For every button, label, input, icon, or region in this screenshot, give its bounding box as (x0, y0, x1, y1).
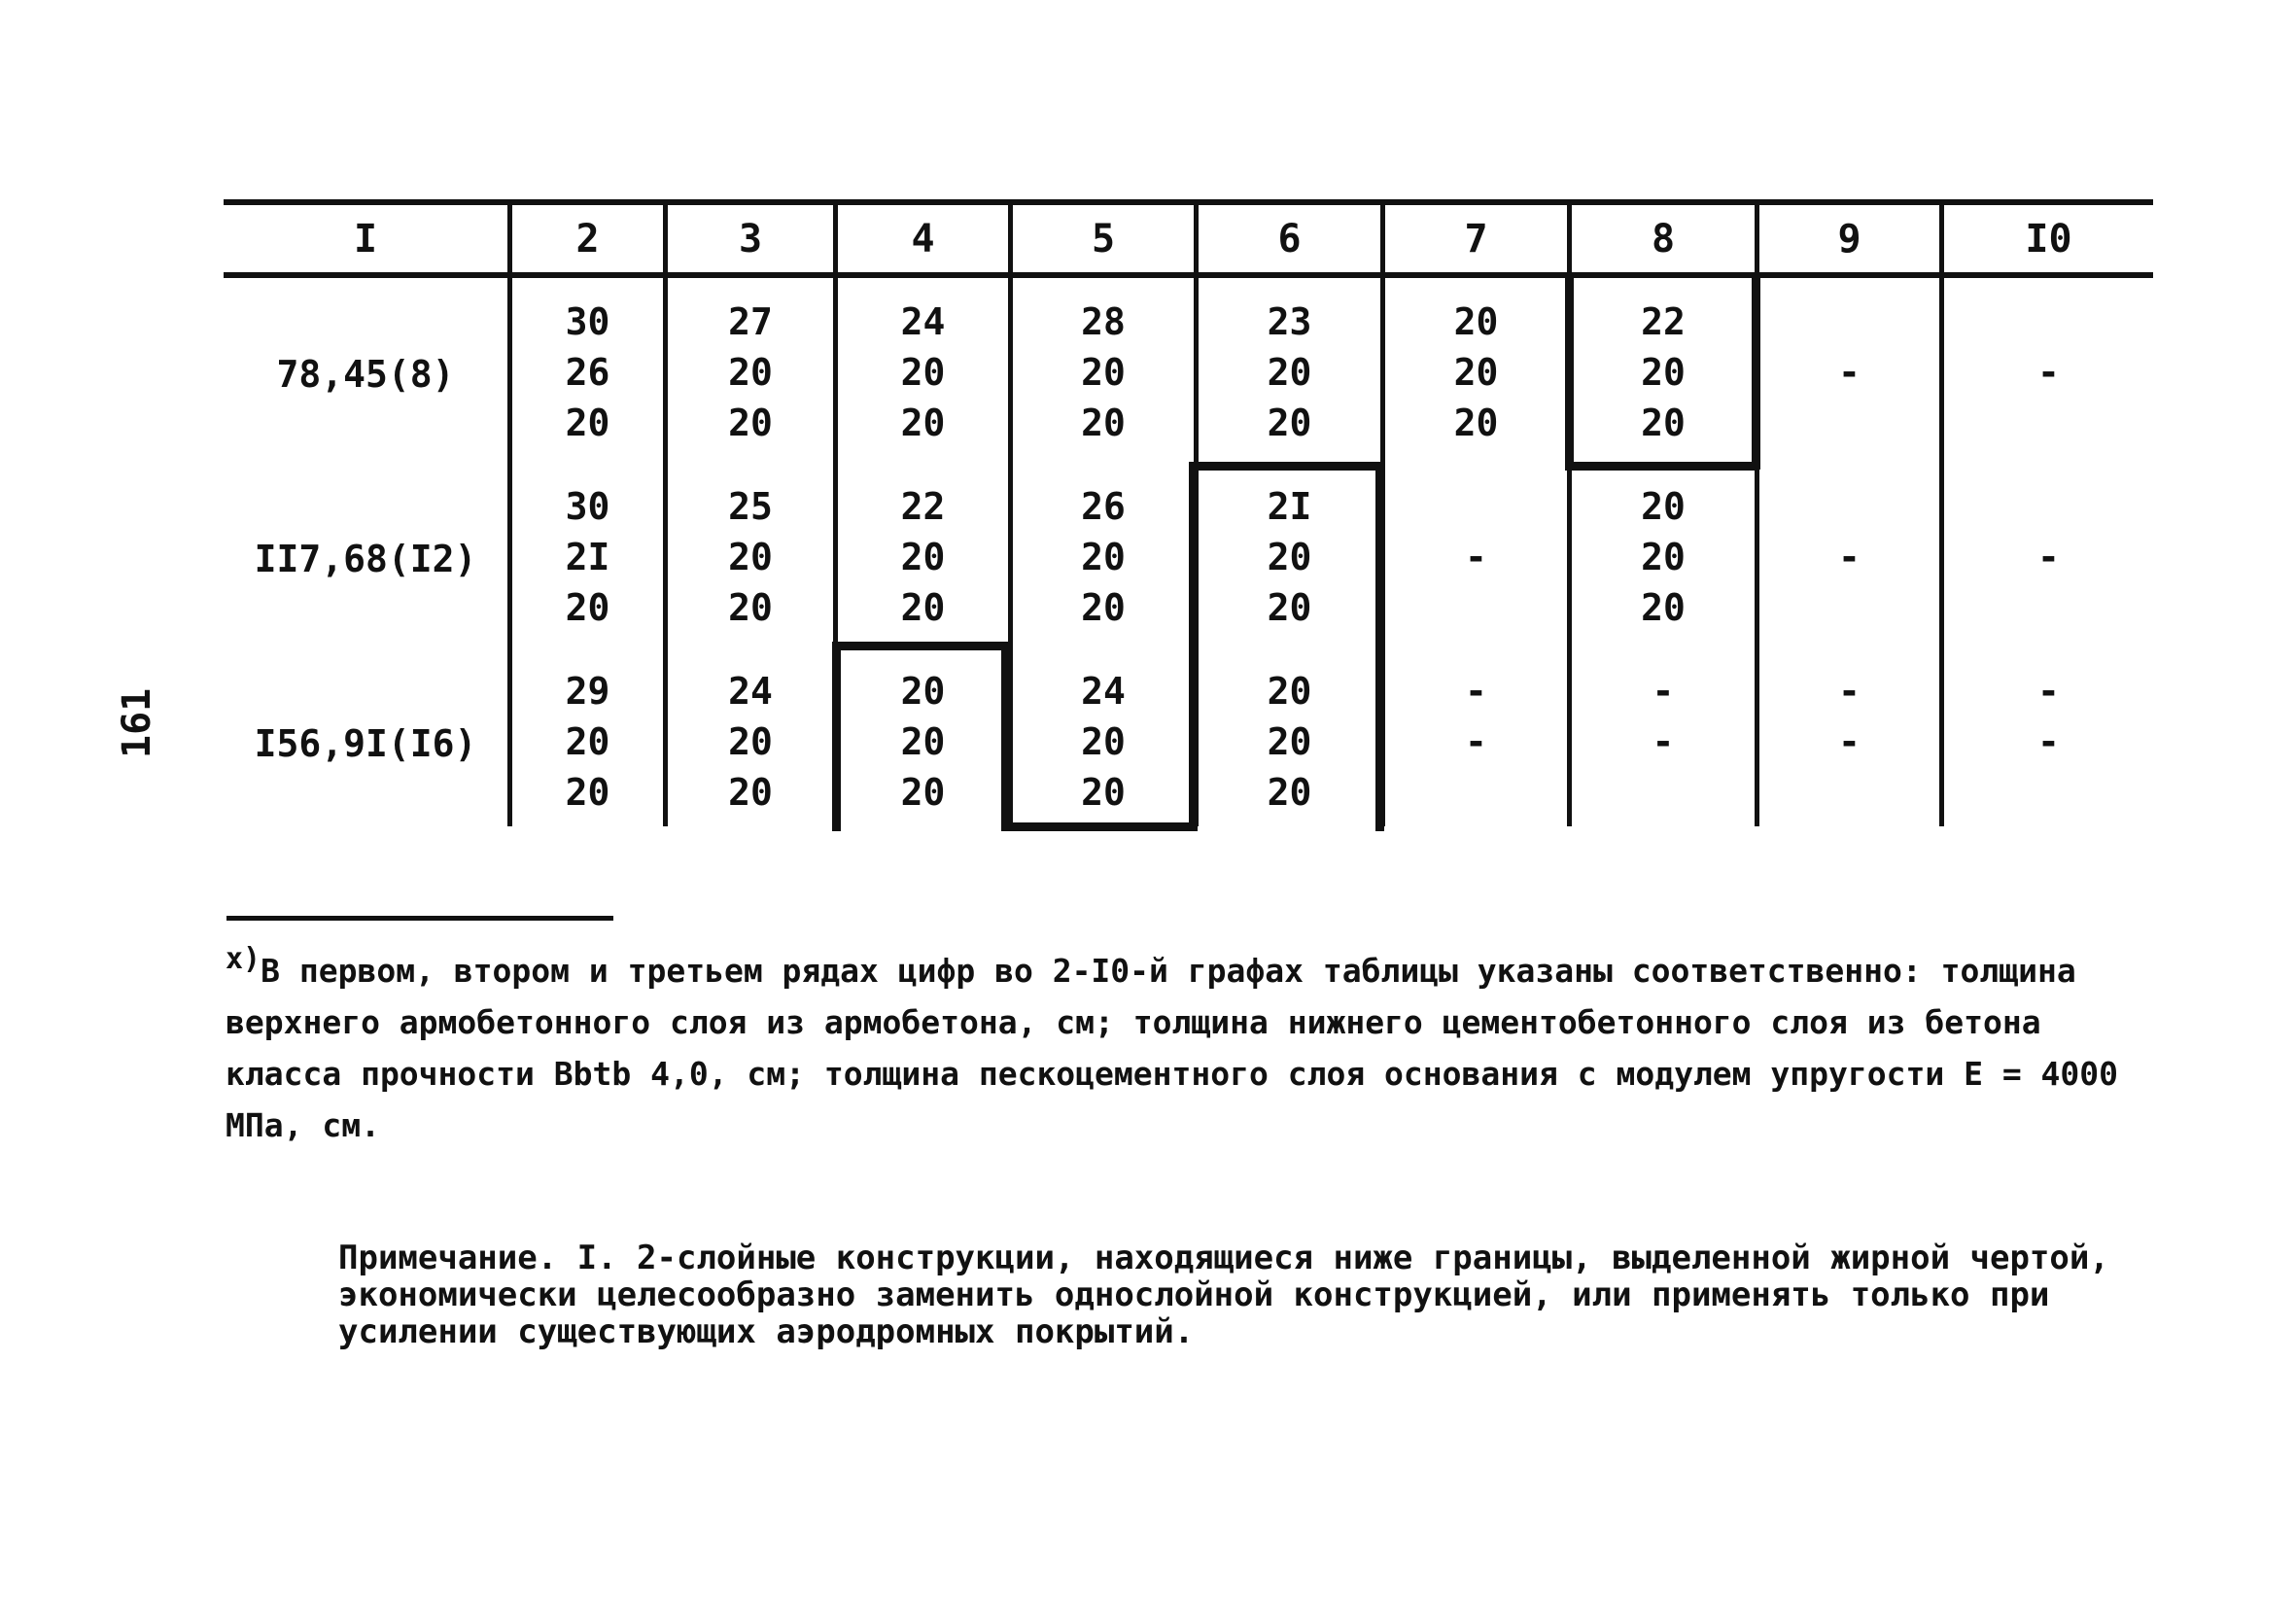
table-cell: - (2037, 536, 2060, 578)
table-cell: 23 20 20 (1267, 300, 1312, 444)
note: Примечание. I. 2-слойные конструкции, находящиеся ниже границы, выделенной жирной чертой, экономически целесообразно заменить однослойной конструкцией, или применять только при усилении существующих аэродромных покрытий. (338, 1239, 2109, 1351)
header-col-8: 8 (1651, 217, 1676, 262)
header-col-3: 3 (738, 217, 763, 262)
table-cell: 25 20 20 (728, 485, 773, 629)
table-cell: 28 20 20 (1081, 300, 1126, 444)
table-cell: 22 20 20 (900, 485, 946, 629)
table-cell: - (1838, 351, 1861, 394)
header-col-9: 9 (1837, 217, 1861, 262)
table-cell: - - (1465, 670, 1487, 763)
table-cell: - (1838, 536, 1861, 578)
header-col-2: 2 (575, 217, 600, 262)
page-number: 161 (115, 687, 159, 758)
row-label: 78,45(8) (276, 353, 455, 396)
thick-boundary-line (1565, 275, 1574, 470)
header-col-10: I0 (2025, 217, 2072, 262)
thick-boundary-line (1189, 462, 1198, 831)
table-cell: 20 20 20 (1641, 485, 1686, 629)
thick-boundary-line (1565, 462, 1759, 471)
header-col-5: 5 (1091, 217, 1116, 262)
table-cell: 24 20 20 (900, 300, 946, 444)
thick-boundary-line (832, 642, 841, 831)
thick-boundary-line (1752, 275, 1760, 470)
table-top-rule (224, 199, 2153, 205)
thick-boundary-line (1001, 822, 1196, 831)
table-cell: 26 20 20 (1081, 485, 1126, 629)
table-cell: 2I 20 20 (1267, 485, 1312, 629)
thick-boundary-line (833, 642, 1013, 650)
table-cell: 24 20 20 (1081, 670, 1126, 814)
table-cell: 27 20 20 (728, 300, 773, 444)
thick-boundary-line (1375, 462, 1384, 831)
footnote (226, 933, 2160, 1151)
results-table (224, 199, 2153, 831)
table-header-rule (224, 272, 2153, 278)
row-label: I56,9I(I6) (254, 722, 477, 765)
footnote-text: В первом, втором и третьем рядах цифр во 2-I0-й графах таблицы указаны соответственно: толщина верхнего армобетонного слоя из армобетона, см; толщина нижнего цементобетонного слоя из бетона класса прочности Bbtb 4,0, см; толщина пескоцементного слоя основания с модулем упругости E = 4000 МПа, см. (226, 952, 2119, 1144)
table-cell: 30 26 20 (565, 300, 610, 444)
table-cell: 29 20 20 (565, 670, 610, 814)
footnote-rule (226, 916, 613, 921)
footnote-marker: x) (226, 942, 261, 976)
row-label: II7,68(I2) (254, 538, 477, 580)
thick-boundary-line (1001, 642, 1010, 831)
table-cell: 22 20 20 (1641, 300, 1686, 444)
table-cell: - - (1838, 670, 1861, 763)
thick-boundary-line (1189, 462, 1380, 471)
table-cell: 20 20 20 (900, 670, 946, 814)
table-cell: 20 20 20 (1453, 300, 1499, 444)
table-cell: 20 20 20 (1267, 670, 1312, 814)
table-cell: - (1465, 536, 1487, 578)
header-col-7: 7 (1464, 217, 1488, 262)
header-col-1: I (353, 217, 378, 262)
table-cell: 30 2I 20 (565, 485, 610, 629)
table-cell: - - (1652, 670, 1675, 763)
table-cell: - (2037, 351, 2060, 394)
header-col-6: 6 (1277, 217, 1302, 262)
table-cell: - - (2037, 670, 2060, 763)
table-cell: 24 20 20 (728, 670, 773, 814)
header-col-4: 4 (911, 217, 935, 262)
